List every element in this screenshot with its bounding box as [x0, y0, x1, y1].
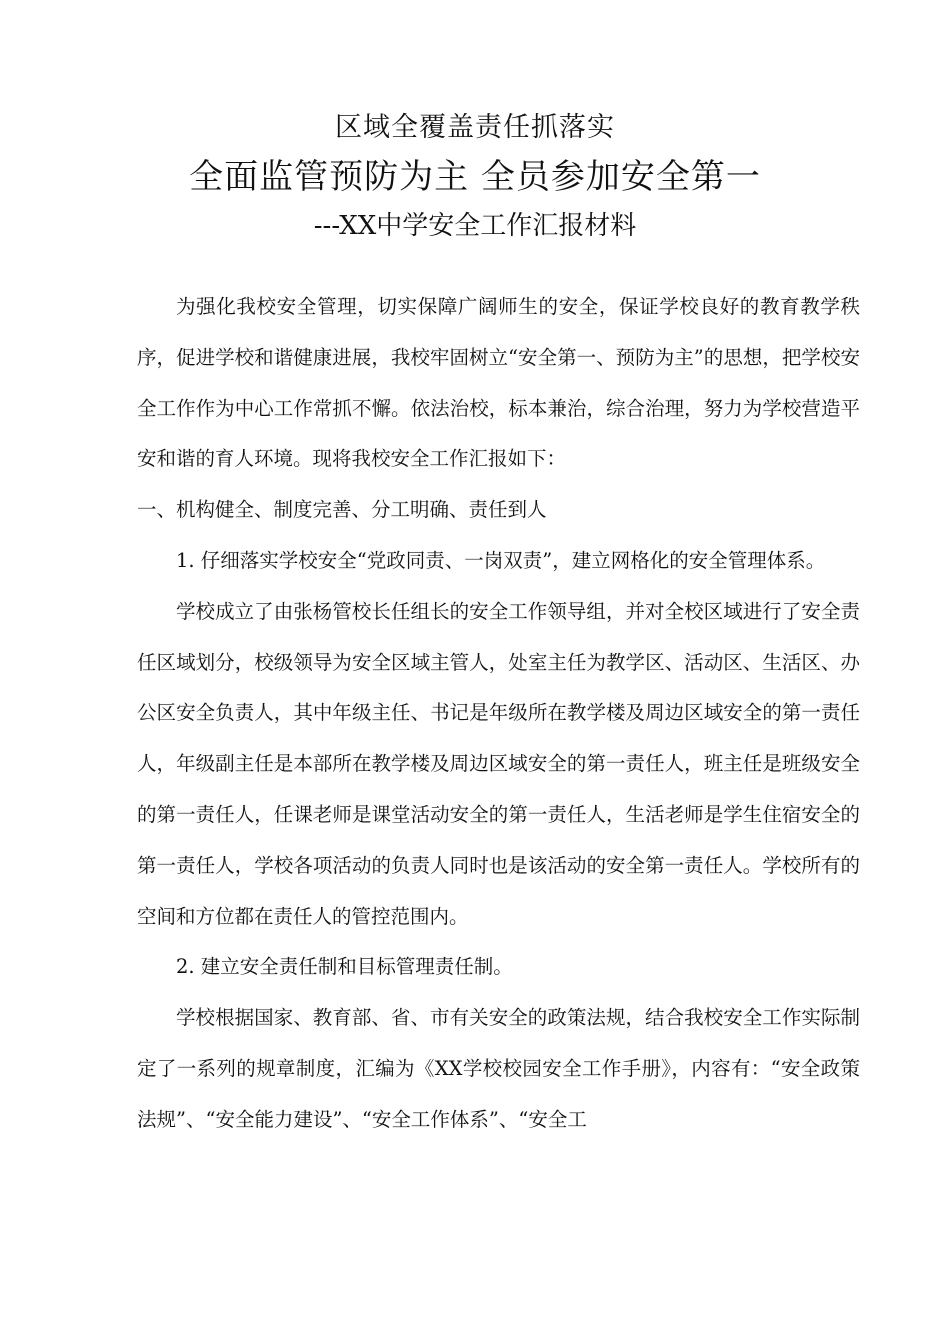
- subsection-heading-2: 2. 建立安全责任制和目标管理责任制。: [176, 955, 513, 979]
- document-subtitle-top: 区域全覆盖责任抓落实: [335, 112, 615, 143]
- regulations-paragraph: 学校根据国家、教育部、省、市有关安全的政策法规，结合我校安全工作实际制定了一系列的规章制度，汇编为《XX学校校园安全工作手册》，内容有：“安全政策法规”、“安全能力建设”、“安全工作体系”、“安全工: [137, 1006, 860, 1131]
- subsection-heading-1: 1. 仔细落实学校安全“党政同责、一岗双责”，建立网格化的安全管理体系。: [176, 548, 826, 572]
- document-main-title: 全面监管预防为主 全员参加安全第一: [189, 157, 761, 197]
- section-heading-1: 一、机构健全、制度完善、分工明确、责任到人: [137, 498, 547, 522]
- title-block: [0, 108, 950, 246]
- intro-paragraph: 为强化我校安全管理，切实保障广阔师生的安全，保证学校良好的教育教学秩序，促进学校和谐健康进展，我校牢固树立“安全第一、预防为主”的思想，把学校安全工作作为中心工作常抓不懈。依法治校，标本兼治，综合治理，努力为学校营造平安和谐的育人环境。现将我校安全工作汇报如下：: [137, 295, 860, 471]
- responsibility-paragraph: 学校成立了由张杨管校长任组长的安全工作领导组，并对全校区域进行了安全责任区域划分，校级领导为安全区域主管人，处室主任为教学区、活动区、生活区、办公区安全负责人，其中年级主任、书记是年级所在教学楼及周边区域安全的第一责任人，年级副主任是本部所在教学楼及周边区域安全的第一责任人，班主任是班级安全的第一责任人，任课老师是课堂活动安全的第一责任人，生活老师是学生住宿安全的第一责任人，学校各项活动的负责人同时也是该活动的安全第一责任人。学校所有的空间和方位都在责任人的管控范围内。: [137, 599, 860, 928]
- document-body: [137, 282, 860, 1146]
- document-subtitle-bottom: ---XX中学安全工作汇报材料: [313, 211, 637, 241]
